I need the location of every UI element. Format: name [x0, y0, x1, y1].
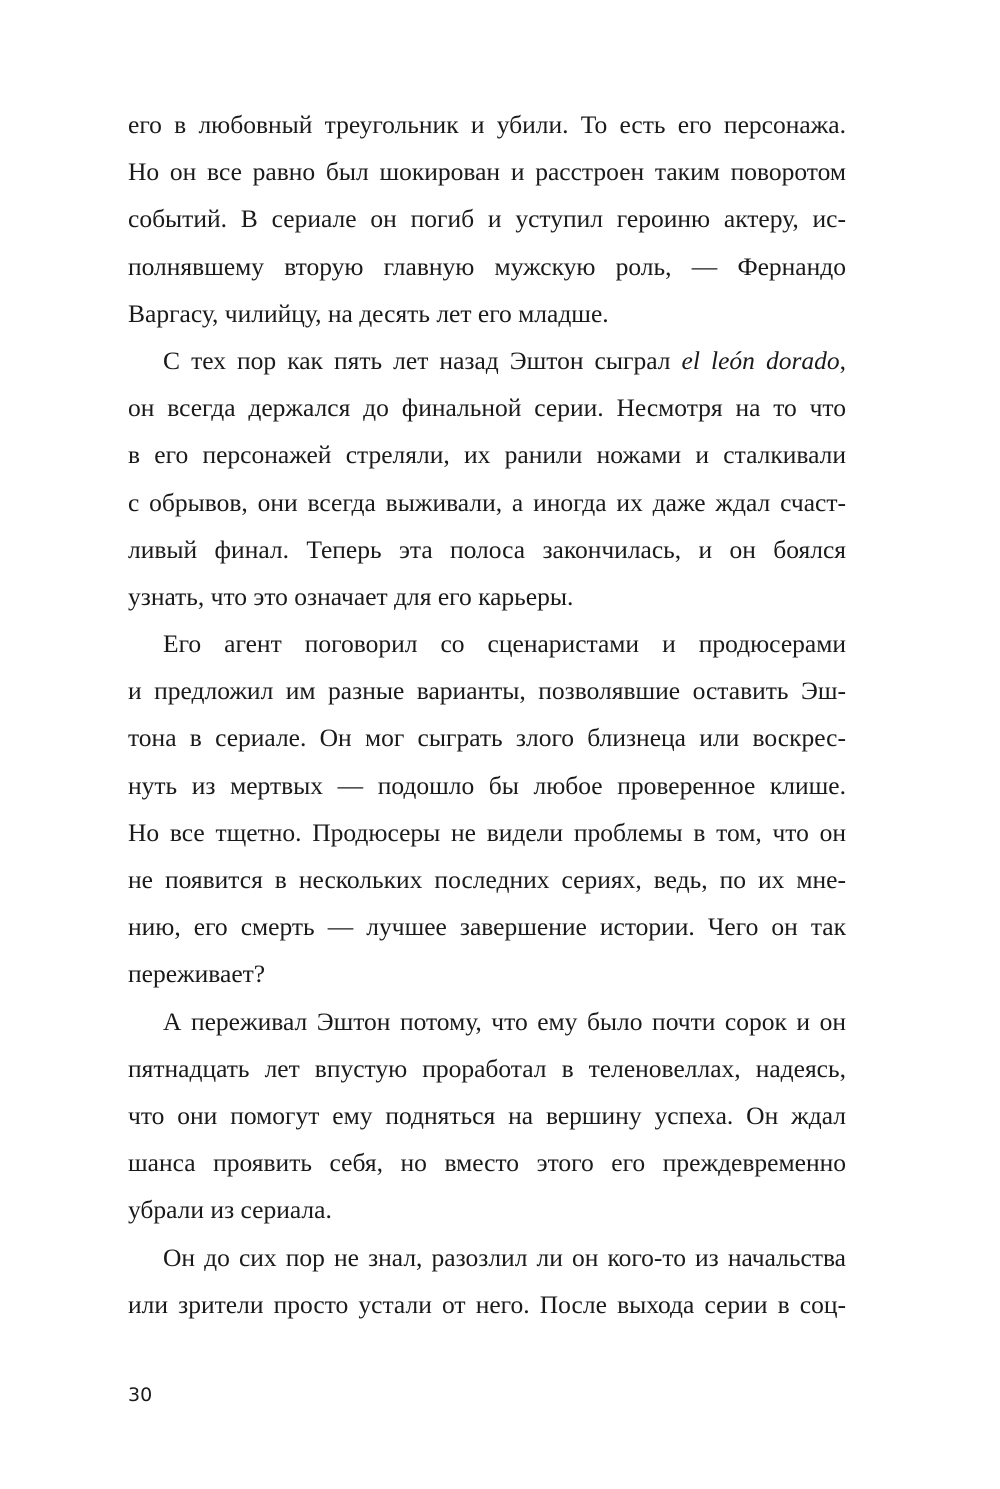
text-line: не появится в нескольких последних сериях, ведь, по их мне-	[128, 865, 846, 894]
text-line: в его персонажей стреляли, их ранили ножами и сталкивали	[128, 440, 846, 470]
body-text	[128, 101, 846, 1328]
text-line: ливый финал. Теперь эта полоса закончилась, и он боялся	[128, 534, 846, 564]
paragraph-2	[128, 337, 846, 620]
text-line: Его агент поговорил со сценаристами и продюсерами	[163, 629, 846, 659]
text-line: А переживал Эштон потому, что ему было почти сорок и он	[163, 1006, 846, 1036]
text-line: нуть из мертвых — подошло бы любое проверенное клише.	[128, 770, 846, 800]
text-line: Варгасу, чилийцу, на десять лет его младше.	[128, 298, 609, 328]
text-line: пятнадцать лет впустую проработал в теленовеллах, надеясь,	[128, 1053, 846, 1083]
text-line: убрали из сериала.	[128, 1195, 332, 1225]
text-line: с обрывов, они всегда выживали, а иногда их даже ждал счаст-	[128, 487, 846, 517]
text-line: полнявшему вторую главную мужскую роль, — Фернандо	[128, 251, 846, 281]
italic-phrase: el león dorado	[681, 345, 840, 375]
text-line: что они помогут ему подняться на вершину успеха. Он ждал	[128, 1100, 846, 1130]
text-line: и предложил им разные варианты, позволявшие оставить Эш-	[128, 676, 846, 706]
paragraph-3	[128, 620, 846, 998]
text-run: С тех пор как пять лет назад Эштон сыграл	[163, 345, 682, 375]
text-line: Но он все равно был шокирован и расстроен таким поворотом	[128, 157, 846, 187]
text-line: Но все тщетно. Продюсеры не видели проблемы в том, что он	[128, 817, 846, 847]
text-line: переживает?	[128, 959, 266, 989]
page-number: 30	[128, 1384, 153, 1406]
text-line: его в любовный треугольник и убили. То есть его персонажа.	[128, 110, 846, 139]
punctuation: ,	[839, 345, 846, 375]
paragraph-1	[128, 101, 846, 337]
text-line: событий. В сериале он погиб и уступил героиню актеру, ис-	[128, 204, 846, 234]
text-line	[128, 337, 846, 384]
text-line: узнать, что это означает для его карьеры.	[128, 581, 574, 611]
paragraph-4	[128, 998, 846, 1234]
text-line: Он до сих пор не знал, разозлил ли он кого-то из начальства	[163, 1242, 846, 1272]
text-line: тона в сериале. Он мог сыграть злого близнеца или воскрес-	[128, 723, 846, 753]
text-line: нию, его смерть — лучшее завершение истории. Чего он так	[128, 912, 846, 942]
text-line: он всегда держался до финальной серии. Несмотря на то что	[128, 393, 846, 423]
paragraph-5	[128, 1234, 846, 1328]
text-line: или зрители просто устали от него. После выхода серии в соц-	[128, 1289, 846, 1319]
text-line: шанса проявить себя, но вместо этого его преждевременно	[128, 1148, 846, 1178]
